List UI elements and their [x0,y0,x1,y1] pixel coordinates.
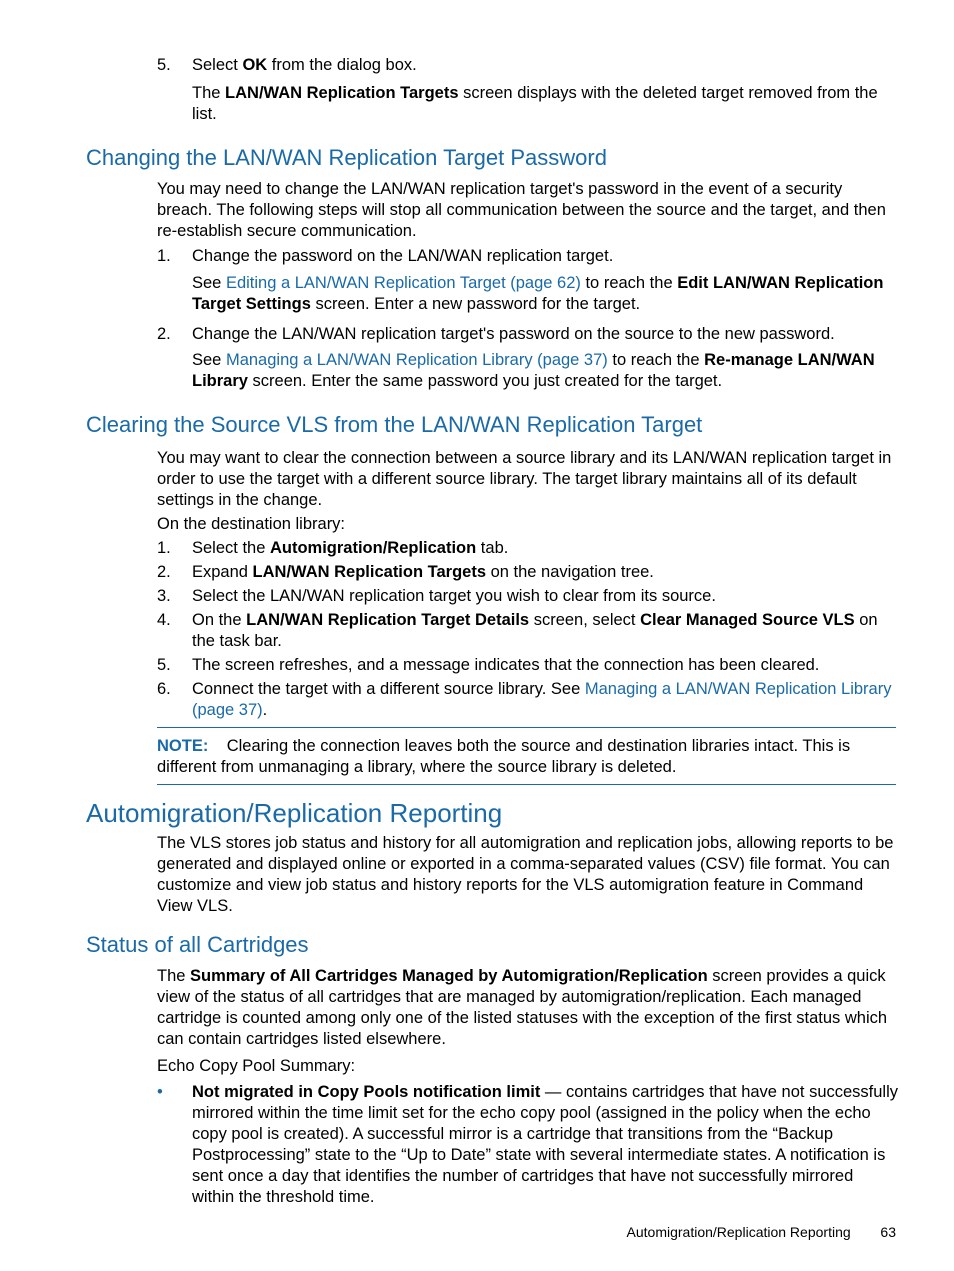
list-number: 5. [157,656,171,674]
text-run: from the dialog box. [267,56,417,74]
bold-text: OK [242,56,268,74]
text-run: Connect the target with a different source library. See [192,680,585,698]
text-run: screen displays with the deleted target removed from the list. [192,84,878,123]
bold-text: LAN/WAN Replication Target Details [246,611,530,629]
list-text: Select the LAN/WAN replication target you wish to clear from its source. [192,587,716,605]
section-heading-status: Status of all Cartridges [86,932,309,957]
text-run: to reach the [607,351,705,369]
text-run: The [192,84,226,102]
list-number: 5. [157,56,171,74]
list-number: 4. [157,611,171,629]
list-text [192,610,899,652]
list-text: The screen refreshes, and a message indicates that the connection has been cleared. [192,656,820,674]
text-run: screen. Enter the same password you just created for the target. [247,372,723,390]
text-run: . [262,701,268,719]
list-number: 3. [157,587,171,605]
list-text: Change the LAN/WAN replication target's password on the source to the new password. [192,325,835,343]
text-run: screen. Enter a new password for the target. [310,295,641,313]
bold-text: Not migrated in Copy Pools notification limit [192,1083,541,1101]
footer-section-title: Automigration/Replication Reporting [626,1224,851,1240]
list-item [157,655,899,679]
section-intro [157,966,899,1050]
note-label: NOTE: [157,737,209,755]
section-intro: You may want to clear the connection between a source library and its LAN/WAN replication target in order to use the target with a different source library. The target library maintains all of its default settings in the change. [157,449,892,509]
bold-text: LAN/WAN Replication Targets [225,84,459,102]
list-number: 2. [157,325,171,343]
page-number: 63 [880,1224,896,1240]
text-run: on the task bar. [192,611,878,650]
bold-text: Edit LAN/WAN Replication Target Settings [192,274,884,313]
note-box [157,736,899,778]
text-run: Expand [192,563,253,581]
list-number: 1. [157,247,171,265]
list-item [157,55,899,79]
list-item [157,538,899,562]
list-item [157,324,899,348]
link-managing-library[interactable]: Managing a LAN/WAN Replication Library (page 37) [225,351,608,369]
list-item [157,246,899,270]
section-heading-clearing: Clearing the Source VLS from the LAN/WAN Replication Target [86,412,703,437]
list-number: 6. [157,680,171,698]
text-run: Select [192,56,243,74]
list-text [192,1082,899,1208]
list-lead: On the destination library: [157,515,346,533]
list-text [192,679,899,721]
section-intro: You may need to change the LAN/WAN replication target's password in the event of a security breach. The following steps will stop all communication between the source and the target, and then re-establish secure communication. [157,180,886,240]
list-text: Change the password on the LAN/WAN replication target. [192,247,614,265]
bold-text: Clear Managed Source VLS [640,611,855,629]
link-managing-library[interactable]: Managing a LAN/WAN Replication Library (page 37) [192,680,892,719]
text-run: The [157,967,191,985]
text-run: tab. [476,539,509,557]
bullet-icon: • [157,1083,163,1101]
text-run: screen provides a quick view of the status of all cartridges that are managed by automigration/replication. Each managed cartridge is counted among only one of the listed statuses with the exception of the first status which can contain cartridges listed elsewhere. [157,967,888,1048]
text-run: See [192,274,226,292]
list-item [157,610,899,654]
link-editing-target[interactable]: Editing a LAN/WAN Replication Target (page 62) [225,274,581,292]
list-text [192,55,899,76]
text-run: Select the [192,539,270,557]
section-heading-reporting: Automigration/Replication Reporting [86,798,503,828]
step-detail [192,83,899,125]
text-run: to reach the [580,274,678,292]
bold-text: Summary of All Cartridges Managed by Automigration/Replication [190,967,708,985]
text-run: screen, select [529,611,641,629]
list-lead: Echo Copy Pool Summary: [157,1057,356,1075]
section-heading-password: Changing the LAN/WAN Replication Target Password [86,145,607,170]
section-intro: The VLS stores job status and history for all automigration and replication jobs, allowing reports to be generated and displayed online or exported in a comma-separated values (CSV) file format. You can customize and view job status and history reports for the VLS automigration feature in Command View VLS. [157,834,894,915]
note-top-rule [157,727,896,728]
text-run: See [192,351,226,369]
page-footer [627,1222,896,1243]
list-text [192,538,899,559]
text-run: On the [192,611,247,629]
note-bottom-rule [157,784,896,785]
text-run: on the navigation tree. [486,563,654,581]
bold-text: LAN/WAN Replication Targets [252,563,487,581]
list-item [157,679,899,723]
list-number: 1. [157,539,171,557]
list-number: 2. [157,563,171,581]
note-text: Clearing the connection leaves both the source and destination libraries intact. This is different from unmanaging a library, where the source library is deleted. [157,737,851,776]
bold-text: Re-manage LAN/WAN Library [192,351,875,390]
bullet-item [157,1082,899,1208]
step-detail [192,350,899,392]
bold-text: Automigration/Replication [269,539,477,557]
list-text [192,562,899,583]
list-item [157,586,899,610]
text-run: — contains cartridges that have not successfully mirrored within the time limit set for the echo copy pool (assigned in the policy when the echo copy pool is created). A successful mirror is a cartridge that transitions from the “Backup Postprocessing” state to the “Up to Date” state with several intermediate states. A notification is sent once a day that identifies the number of cartridges that have not successfully mirrored within the threshold time. [192,1083,899,1206]
list-item [157,562,899,586]
step-detail [192,273,899,315]
